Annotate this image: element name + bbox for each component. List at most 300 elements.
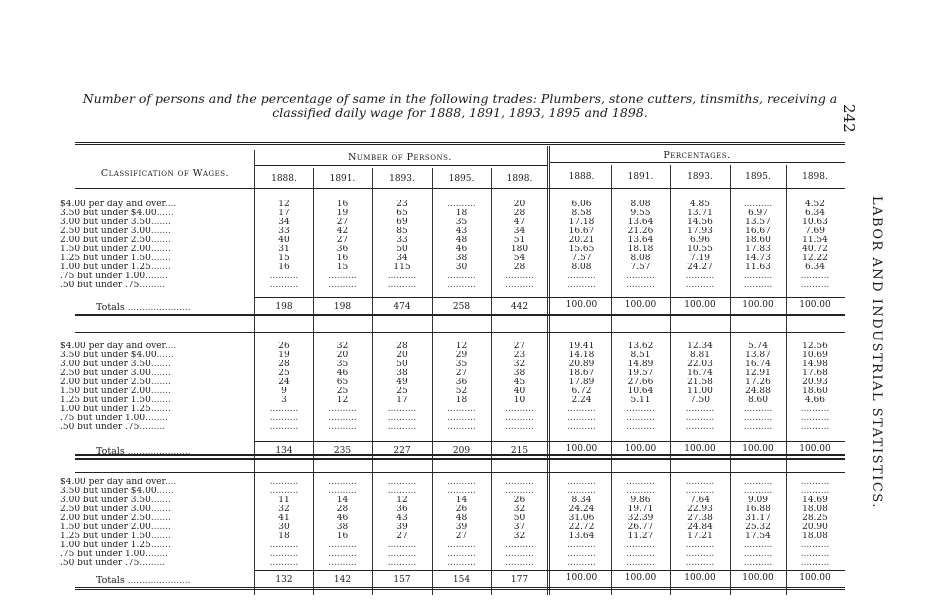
percent-cell: 12.56 [802,342,828,351]
leader-dots: ......... [139,423,166,432]
percent-column [786,200,844,290]
percent-cell: .......... [626,541,655,550]
persons-column [491,478,548,568]
wage-class-label [60,396,176,405]
percent-column [611,478,670,568]
totals-percent-cell: 100.00 [799,573,831,583]
persons-cell: 16 [336,200,349,209]
percent-cell: 21.26 [627,227,654,236]
wage-class-label [60,200,176,209]
percent-cell: .......... [800,550,830,559]
persons-cell: .......... [269,423,299,432]
percent-cell: 10.63 [802,218,828,227]
percent-cell: 24.24 [568,505,595,514]
persons-cell: 50 [396,360,408,369]
persons-cell: .......... [387,281,417,290]
percent-cell: 10.69 [802,351,828,360]
leader-dots: ....... [150,254,171,263]
percent-cell: .......... [685,414,715,423]
persons-cell: 20 [396,351,408,360]
wage-class-text: 3.50 but under $4.00 [60,209,157,218]
percent-cell: 26.77 [627,523,654,532]
section-divider-rule [75,314,845,316]
persons-cell: .......... [447,559,476,568]
persons-cell: 38 [513,369,526,378]
percent-cell: 12.22 [802,254,828,263]
percent-cell: 12.34 [687,342,713,351]
wage-class-text: 3.50 but under $4.00 [60,487,157,496]
percent-cell: 31.06 [568,514,595,523]
persons-cell: 32 [513,360,526,369]
wage-class-text: 1.25 but under 1.50 [60,396,151,405]
percent-cell: 13.64 [627,218,654,227]
persons-cell: .......... [328,559,357,568]
persons-cell: 46 [336,369,349,378]
wage-class-label [60,218,176,227]
leader-dots: ....... [150,523,171,532]
percent-column [730,478,786,568]
persons-cell: .......... [447,200,476,209]
leader-dots: ....... [150,396,171,405]
persons-cell: 37 [513,523,526,532]
persons-cell: 26 [455,505,468,514]
persons-cell: 47 [513,218,526,227]
percent-cell: .......... [685,281,715,290]
percent-cell: 2.24 [571,396,592,405]
year-header-persons: 1895. [448,174,475,184]
persons-cell: 24 [278,378,290,387]
persons-cell: .......... [505,405,534,414]
percent-cell: 14.73 [745,254,771,263]
persons-cell: 180 [510,245,529,254]
persons-cell: 15 [336,263,349,272]
percent-cell: 7.69 [804,227,826,236]
persons-cell: 69 [396,218,408,227]
percent-cell: 14.98 [802,360,828,369]
leader-dots: ....... [150,496,171,505]
persons-cell: 12 [336,396,349,405]
persons-cell: 25 [278,369,290,378]
percent-cell: 14.18 [568,351,595,360]
persons-cell: 25 [336,387,349,396]
persons-cell: .......... [387,423,417,432]
persons-cell: .......... [328,272,357,281]
persons-cell: 35 [455,218,468,227]
persons-cell: 54 [513,254,526,263]
persons-cell: 38 [336,523,349,532]
persons-cell: .......... [447,541,476,550]
leader-dots: ...................... [124,576,191,586]
percent-cell: .......... [743,478,773,487]
wage-class-label [60,541,176,550]
persons-column [313,200,372,290]
persons-cell: 14 [336,496,349,505]
percent-cell: .......... [567,272,596,281]
persons-cell: 27 [336,236,349,245]
leader-dots: ....... [150,263,171,272]
percent-cell: 13.71 [687,209,713,218]
wage-class-label [60,423,176,432]
persons-cell: .......... [387,414,417,423]
page-number: 242 [840,104,858,133]
percent-cell: .......... [800,559,830,568]
percent-cell: 4.85 [689,200,711,209]
persons-cell: 16 [336,254,349,263]
leader-dots: ...... [156,487,174,496]
totals-persons-cell: 258 [452,302,471,312]
persons-cell: .......... [447,272,476,281]
percent-cell: 8.81 [689,351,711,360]
wage-class-label [60,523,176,532]
persons-cell: 50 [396,245,408,254]
persons-cell: 19 [336,209,349,218]
persons-cell: .......... [269,272,299,281]
wage-class-label [60,514,176,523]
percent-cell: 22.93 [687,505,713,514]
percent-cell: 4.66 [804,396,826,405]
leader-dots: ....... [150,541,171,550]
percent-cell: 6.96 [689,236,711,245]
persons-cell: .......... [505,423,534,432]
wage-class-text: 1.00 but under 1.25 [60,541,151,550]
persons-cell: 9 [281,387,287,396]
percent-cell: 32.39 [627,514,654,523]
percent-cell: .......... [567,487,596,496]
percent-column [730,342,786,432]
totals-rule [255,297,845,298]
wage-class-text: 1.25 but under 1.50 [60,254,151,263]
persons-cell: 36 [396,505,408,514]
persons-cell: .......... [328,405,357,414]
persons-cell: .......... [505,559,534,568]
percent-cell: .......... [685,487,715,496]
persons-cell: 27 [455,369,468,378]
persons-cell: .......... [269,541,299,550]
percent-cell: 9.55 [630,209,651,218]
year-header-percent: 1898. [802,172,828,182]
percent-cell: .......... [626,423,655,432]
percent-cell: 27.38 [687,514,713,523]
totals-percent-cell: 100.00 [565,300,598,310]
wage-class-text: 2.50 but under 3.00 [60,227,151,236]
percent-cell: .......... [626,414,655,423]
percent-cell: 6.72 [571,387,592,396]
totals-percent-cell: 100.00 [742,444,774,454]
percent-cell: .......... [685,405,715,414]
wage-class-label [60,236,176,245]
percent-cell: 5.11 [630,396,651,405]
wage-class-label [60,559,176,568]
wage-class-labels [60,342,176,432]
wage-class-label [60,532,176,541]
table-top-rule [75,142,845,145]
persons-cell: 50 [513,514,526,523]
percent-cell: 8.08 [630,254,651,263]
totals-label [96,302,191,313]
percent-cell: 8.58 [571,209,592,218]
totals-rule [255,441,845,442]
section-title-rule [75,472,845,473]
percent-cell: 16.67 [568,227,595,236]
persons-column [491,342,548,432]
leader-dots: ....... [150,532,171,541]
persons-column [432,200,491,290]
persons-cell: 28 [513,263,526,272]
totals-persons-cell: 132 [275,575,293,585]
percent-cell: .......... [567,423,596,432]
percent-cell: .......... [743,423,773,432]
persons-cell: 28 [336,505,349,514]
wage-class-text: $4.00 per day and over [60,478,165,487]
wage-class-text: 2.00 but under 2.50 [60,378,151,387]
percent-cell: 16.88 [745,505,771,514]
percent-cell: .......... [626,281,655,290]
wage-class-text: 3.50 but under $4.00 [60,351,157,360]
persons-cell: .......... [328,478,357,487]
leader-dots: .... [164,200,177,209]
persons-cell: 35 [455,360,468,369]
persons-cell: 28 [278,360,290,369]
persons-cell: 26 [278,342,290,351]
percent-cell: 20.93 [802,378,828,387]
percent-column [552,200,611,290]
persons-cell: .......... [505,272,534,281]
wage-class-label [60,351,176,360]
wage-class-label [60,378,176,387]
percent-cell: 16.74 [687,369,713,378]
percent-cell: 18.08 [802,505,828,514]
persons-column [313,342,372,432]
wage-class-text: 1.25 but under 1.50 [60,532,151,541]
persons-cell: 32 [336,342,349,351]
percent-cell: .......... [685,478,715,487]
percent-cell: 5.74 [747,342,769,351]
percent-cell: .......... [567,550,596,559]
percent-cell: 18.08 [802,532,828,541]
percent-cell: 19.71 [627,505,654,514]
percent-cell: 4.52 [804,200,826,209]
totals-percent-cell: 100.00 [684,573,716,583]
persons-cell: .......... [269,487,299,496]
leader-dots: ....... [150,405,171,414]
year-header-percent: 1893. [687,172,713,182]
percent-column [552,478,611,568]
wage-class-text: 2.00 but under 2.50 [60,514,151,523]
percent-cell: 19.41 [568,342,595,351]
wage-class-label [60,496,176,505]
persons-cell: 28 [396,342,408,351]
totals-percent-cell: 100.00 [624,444,657,454]
persons-cell: 48 [455,514,468,523]
percent-cell: 17.83 [745,245,771,254]
persons-cell: 32 [513,505,526,514]
percent-cell: .......... [626,559,655,568]
persons-cell: 20 [336,351,349,360]
percent-cell: .......... [567,478,596,487]
wage-class-label [60,360,176,369]
totals-percent-cell: 100.00 [742,300,774,310]
percent-cell: .......... [743,550,773,559]
percent-cell: 13.87 [745,351,771,360]
percent-cell: .......... [685,423,715,432]
persons-cell: .......... [328,541,357,550]
percent-cell: .......... [800,541,830,550]
percent-cell: 6.97 [747,209,769,218]
wage-class-text: 2.50 but under 3.00 [60,505,151,514]
percent-cell: .......... [567,559,596,568]
percent-cell: 13.62 [627,342,654,351]
leader-dots: ....... [150,505,171,514]
persons-cell: 23 [396,200,408,209]
percent-cell: .......... [626,405,655,414]
percent-cell: 17.54 [745,532,771,541]
percent-cell: 8.60 [747,396,769,405]
persons-cell: .......... [269,405,299,414]
percent-cell: .......... [800,414,830,423]
persons-cell: 31 [278,245,290,254]
percent-column [786,478,844,568]
persons-cell: .......... [269,281,299,290]
wage-class-text: .50 but under .75 [60,423,140,432]
percent-column [730,200,786,290]
percent-column [552,342,611,432]
persons-column [372,342,432,432]
percent-cell: 13.64 [627,236,654,245]
percent-cell: 20.90 [802,523,828,532]
persons-cell: .......... [328,423,357,432]
wage-class-text: 1.50 but under 2.00 [60,245,151,254]
totals-percent-cell: 100.00 [624,300,657,310]
percent-cell: 13.57 [745,218,771,227]
percent-column [670,478,730,568]
percent-cell: 14.69 [802,496,828,505]
section-bottom-rule [75,458,845,460]
percent-cell: 17.21 [687,532,713,541]
wage-class-label [60,387,176,396]
persons-cell: 17 [278,209,290,218]
leader-dots: ....... [150,378,171,387]
percent-cell: .......... [743,559,773,568]
percent-header-rule [550,162,845,163]
persons-cell: .......... [387,478,417,487]
running-head: LABOR AND INDUSTRIAL STATISTICS. [869,196,884,509]
persons-cell: .......... [447,414,476,423]
persons-cell: 46 [455,245,468,254]
year-header-percent: 1895. [745,172,771,182]
persons-cell: .......... [505,550,534,559]
persons-cell: .......... [269,414,299,423]
leader-dots: .... [164,478,177,487]
leader-dots: ........ [145,272,168,281]
year-header-persons: 1888. [271,174,297,184]
percent-cell: 22.03 [687,360,713,369]
persons-cell: 19 [278,351,290,360]
year-header-persons: 1891. [329,174,356,184]
persons-cell: 45 [513,378,526,387]
percent-cell: 6.34 [804,263,826,272]
persons-cell: 115 [393,263,411,272]
year-header-percent: 1888. [568,172,595,182]
wage-class-text: 3.00 but under 3.50 [60,218,151,227]
wage-class-text: .75 but under 1.00 [60,272,146,281]
percent-cell: 9.86 [630,496,651,505]
totals-persons-cell: 198 [275,302,293,312]
persons-cell: 65 [396,209,408,218]
percent-cell: 16.67 [745,227,771,236]
totals-persons-cell: 142 [333,575,352,585]
percent-cell: 17.89 [568,378,595,387]
persons-column [372,200,432,290]
persons-cell: 52 [455,387,468,396]
totals-persons-cell: 474 [393,302,411,312]
persons-cell: .......... [269,550,299,559]
percent-cell: .......... [800,281,830,290]
persons-cell: 30 [278,523,290,532]
leader-dots: ....... [150,360,171,369]
percent-cell: 18.60 [802,387,828,396]
totals-percent-cell: 100.00 [799,300,831,310]
wage-class-label [60,505,176,514]
table-caption: Number of persons and the percentage of same in the following trades: Plumbers, stone cutters, tinsmiths, receiving a classified daily wage for 1888, 1891, 1893, 1895 and 1898. [82,91,838,120]
persons-cell: 43 [455,227,468,236]
totals-persons-cell: 235 [333,446,352,456]
percent-cell: 7.64 [689,496,711,505]
percent-cell: .......... [685,272,715,281]
persons-cell: .......... [269,478,299,487]
percent-cell: 17.18 [568,218,595,227]
totals-label-text: Totals [96,302,125,313]
wage-class-text: 1.00 but under 1.25 [60,405,151,414]
wage-class-text: .50 but under .75 [60,281,140,290]
persons-cell: .......... [447,478,476,487]
percent-cell: .......... [626,478,655,487]
persons-cell: 34 [513,227,526,236]
percent-cell: 14.89 [627,360,654,369]
wage-class-text: $4.00 per day and over [60,200,165,209]
persons-cell: 28 [513,209,526,218]
wage-class-text: 2.50 but under 3.00 [60,369,151,378]
persons-cell: 23 [513,351,526,360]
wage-class-label [60,414,176,423]
persons-cell: 46 [336,514,349,523]
percent-cell: 27.66 [627,378,654,387]
persons-cell: 29 [455,351,468,360]
percent-cell: .......... [567,541,596,550]
leader-dots: ........ [145,414,168,423]
percent-cell: 10.64 [627,387,654,396]
wage-class-label [60,272,176,281]
percent-cell: 25.32 [745,523,771,532]
persons-cell: 34 [278,218,290,227]
percent-cell: 17.93 [687,227,713,236]
totals-persons-cell: 177 [510,575,529,585]
percent-cell: 21.58 [687,378,713,387]
persons-cell: .......... [269,559,299,568]
wage-class-label [60,405,176,414]
persons-cell: 12 [396,496,408,505]
percent-cell: 22.72 [568,523,595,532]
totals-percent-cell: 100.00 [684,300,716,310]
leader-dots: ...................... [124,303,191,313]
persons-column [255,200,313,290]
persons-column [491,200,548,290]
wage-class-labels [60,478,176,568]
leader-dots: ......... [139,281,166,290]
wage-class-label [60,487,176,496]
leader-dots: ....... [150,245,171,254]
persons-cell: 26 [513,496,526,505]
leader-dots: .... [164,342,177,351]
